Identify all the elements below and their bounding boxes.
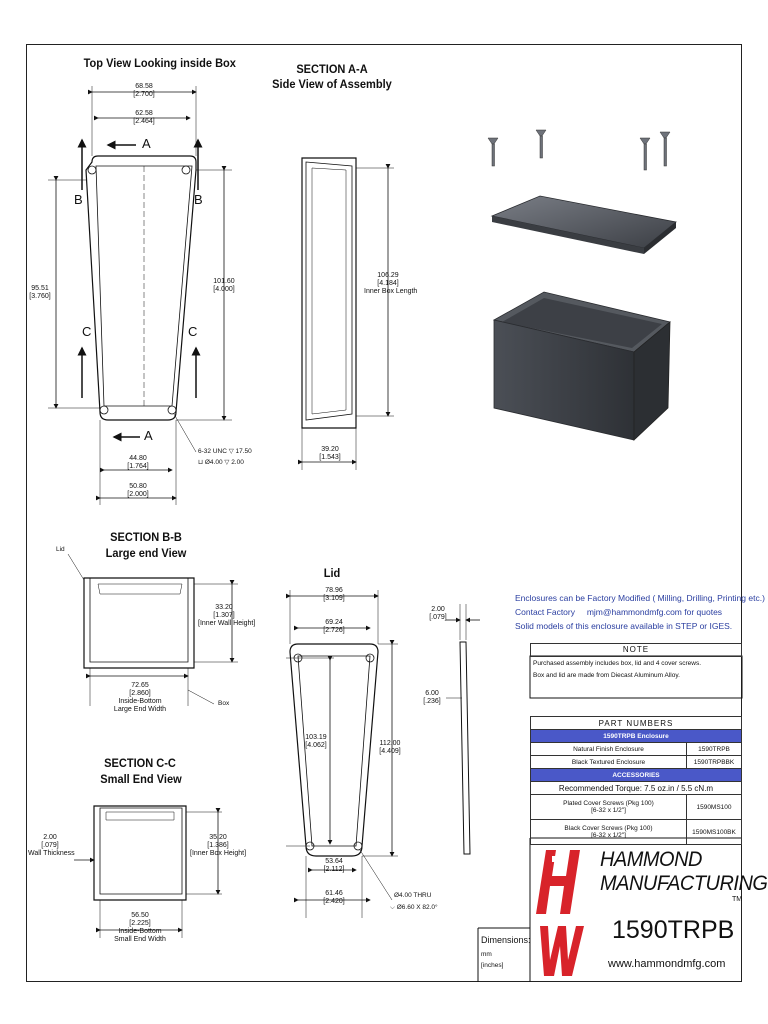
dim-lid-side-2-00: 2.00 [.079] <box>429 606 447 621</box>
info-contact: Contact Factory mjm@hammondmfg.com for quotes <box>515 607 723 617</box>
title-section-aa: SECTION A-A <box>296 62 368 76</box>
dim-35-20: 35.20 [1.386] [Inner Box Height] <box>190 834 247 857</box>
dimensions-label: Dimensions: <box>481 935 531 945</box>
enclosure-group-row: 1590TRPB Enclosure <box>531 730 742 743</box>
table-row: Black Cover Screws (Pkg 100) [6-32 x 1/2"] 1590MS100BK <box>531 820 742 845</box>
dim-2-00-wall: 2.00 [.079] Wall Thickness <box>28 834 75 857</box>
website-link[interactable]: www.hammondmfg.com <box>608 958 726 970</box>
section-label-c-right: C <box>188 324 198 339</box>
dim-61-46: 61.46 [2.420] <box>323 890 345 905</box>
note-line-2: Box and lid are made from Diecast Aluminum Alloy. <box>533 672 680 679</box>
dim-69-24: 69.24 [2.726] <box>323 619 345 634</box>
email-link[interactable]: mjm@hammondmfg.com for quotes <box>586 607 723 617</box>
note-line-1: Purchased assembly includes box, lid and 4 cover screws. <box>533 660 701 667</box>
table-row: Plated Cover Screws (Pkg 100) [6-32 x 1/2"] 1590MS100 <box>531 795 742 820</box>
hammond-logo <box>536 850 584 976</box>
part-numbers-header: PART NUMBERS <box>531 717 742 730</box>
info-solid-models: Solid models of this enclosure available in STEP or IGES. <box>515 621 733 631</box>
accessories-row: ACCESSORIES <box>531 769 742 782</box>
table-row: Black Textured Enclosure 1590TRPBBK <box>531 756 742 769</box>
dim-62-58: 62.58 [2.464] <box>133 110 155 125</box>
top-view-outline <box>48 86 232 505</box>
assembly-3d-render <box>488 130 676 440</box>
brand-manufacturing: MANUFACTURING <box>600 872 768 895</box>
section-label-b-right: B <box>194 192 203 207</box>
section-label-a-top: A <box>142 136 151 151</box>
dim-112-00: 112.00 [4.409] <box>379 740 401 755</box>
subtitle-section-cc: Small End View <box>100 772 182 786</box>
dim-44-80: 44.80 [1.764] <box>127 455 149 470</box>
dim-106-29: 106.29 [4.184] Inner Box Length <box>364 272 418 295</box>
dim-53-64: 53.64 [2.112] <box>323 858 345 873</box>
dim-33-20: 33.20 [1.307] [Inner Wall Height] <box>198 604 256 627</box>
title-lid: Lid <box>323 566 341 580</box>
dim-103-19: 103.19 [4.062] <box>305 734 327 749</box>
title-section-bb: SECTION B-B <box>110 530 182 544</box>
lid-csk-callout: ⌵ Ø6.60 X 82.0° <box>390 904 438 911</box>
box-callout: Box <box>218 700 230 707</box>
dim-78-96: 78.96 [3.109] <box>323 587 345 602</box>
dimensions-mm: mm <box>481 951 492 958</box>
trademark: TM <box>732 896 743 903</box>
title-section-cc: SECTION C-C <box>104 756 176 770</box>
dimensions-inches: [inches] <box>481 962 504 969</box>
part-numbers-table <box>530 716 742 845</box>
torque-row: Recommended Torque: 7.5 oz.in / 5.5 cN.m <box>531 782 742 795</box>
info-factory-modified: Enclosures can be Factory Modified ( Milling, Drilling, Printing etc.) <box>515 593 765 603</box>
section-label-c-left: C <box>82 324 92 339</box>
dim-101-60: 101.60 [4.000] <box>213 278 235 293</box>
title-top-view: Top View Looking inside Box <box>83 56 236 70</box>
dim-68-58: 68.58 [2.700] <box>133 83 155 98</box>
dim-39-20: 39.20 [1.543] <box>319 446 341 461</box>
dim-56-50: 56.50 [2.225] Inside-Bottom Small End Width <box>114 912 166 943</box>
dim-72-65: 72.65 [2.860] Inside-Bottom Large End Width <box>113 682 167 713</box>
note-header: NOTE <box>530 643 742 657</box>
model-number: 1590TRPB <box>612 916 735 944</box>
brand-hammond: HAMMOND <box>600 848 702 871</box>
lid-callout: Lid <box>56 546 65 553</box>
lid-side-outline <box>446 604 480 854</box>
subtitle-section-aa: Side View of Assembly <box>272 77 392 91</box>
section-label-a-bottom: A <box>144 428 153 443</box>
table-row: Natural Finish Enclosure 1590TRPB <box>531 743 742 756</box>
screw-callout-2: ⊔ Ø4.00 ▽ 2.00 <box>198 459 244 466</box>
dim-95-51: 95.51 [3.760] <box>29 285 51 300</box>
lid-hole-callout: Ø4.00 THRU <box>394 892 432 899</box>
dim-50-80: 50.80 [2.000] <box>127 483 149 498</box>
subtitle-section-bb: Large end View <box>105 546 187 560</box>
section-label-b-left: B <box>74 192 83 207</box>
dim-lid-side-6-00: 6.00 [.236] <box>423 690 441 705</box>
screw-callout-1: 6-32 UNC ▽ 17.50 <box>198 448 252 455</box>
section-aa-outline <box>302 158 394 470</box>
